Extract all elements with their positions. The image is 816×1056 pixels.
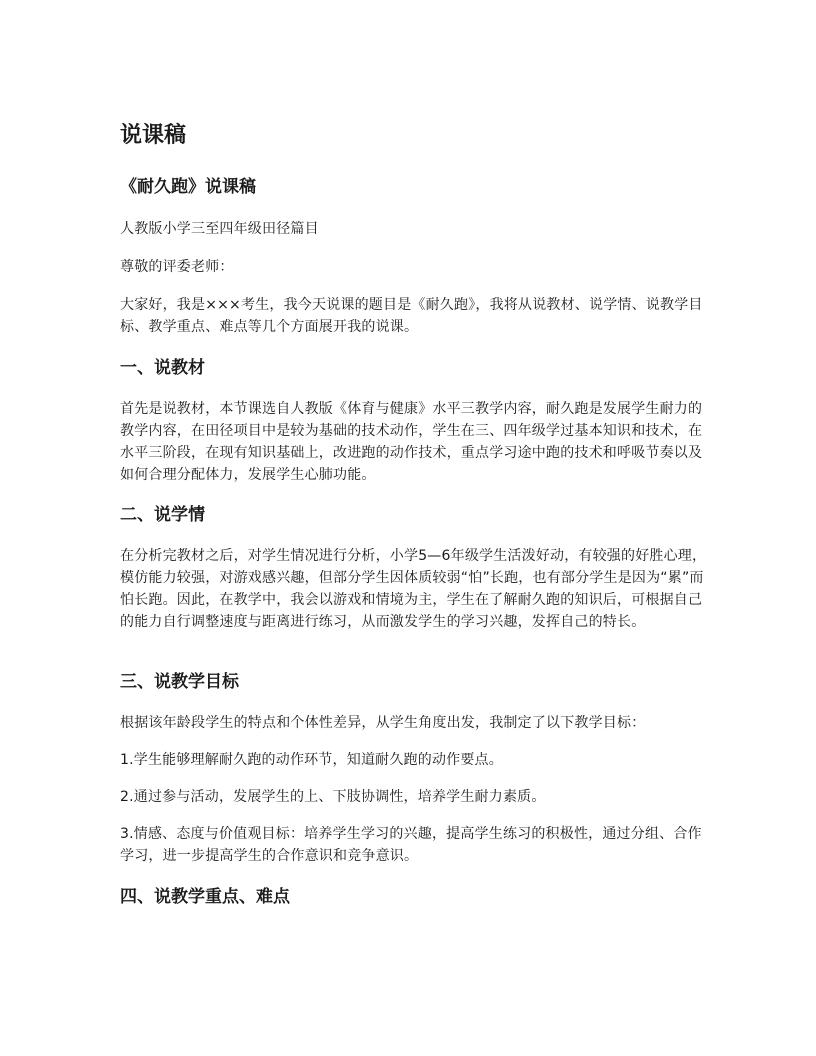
objective-item-1: 1.学生能够理解耐久跑的动作环节，知道耐久跑的动作要点。	[120, 752, 503, 768]
opening-paragraph: 大家好，我是×××考生，我今天说课的题目是《耐久跑》，我将从说教材、说学情、说教学目标、教学重点、难点等几个方面展开我的说课。	[120, 297, 703, 335]
objective-item-3: 3.情感、态度与价值观目标：培养学生学习的兴趣，提高学生练习的积极性，通过分组、合作学习，进一步提高学生的合作意识和竞争意识。	[120, 826, 702, 864]
section-heading-materials: 一、说教材	[120, 358, 205, 378]
objectives-intro: 根据该年龄段学生的特点和个体性差异，从学生角度出发，我制定了以下教学目标：	[120, 715, 646, 731]
greeting: 尊敬的评委老师：	[120, 259, 234, 275]
students-paragraph: 在分析完教材之后，对学生情况进行分析，小学5—6年级学生活泼好动，有较强的好胜心理，模仿能力较强，对游戏感兴趣，但部分学生因体质较弱“怕”长跑，也有部分学生是因为“累”而怕长跑。因此，在教学中，我会以游戏和情境为主，学生在了解耐久跑的知识后，可根据自己的能力自行调整速度与距离进行练习，从而激发学生的学习兴趣，发挥自己的特长。	[120, 548, 707, 630]
materials-paragraph: 首先是说教材，本节课选自人教版《体育与健康》水平三教学内容，耐久跑是发展学生耐力的教学内容，在田径项目中是较为基础的技术动作，学生在三、四年级学过基本知识和技术，在水平三阶段，在现有知识基础上，改进跑的动作技术，重点学习途中跑的技术和呼吸节奏以及如何合理分配体力，发展学生心肺功能。	[120, 401, 703, 483]
intro-line: 人教版小学三至四年级田径篇目	[120, 221, 319, 237]
document-subtitle: 《耐久跑》说课稿	[120, 177, 256, 197]
objective-item-2: 2.通过参与活动，发展学生的上、下肢协调性，培养学生耐力素质。	[120, 789, 546, 805]
section-heading-students: 二、说学情	[120, 505, 205, 525]
page-title: 说课稿	[120, 123, 187, 148]
section-heading-objectives: 三、说教学目标	[120, 672, 239, 692]
section-heading-key-points: 四、说教学重点、难点	[120, 887, 290, 907]
